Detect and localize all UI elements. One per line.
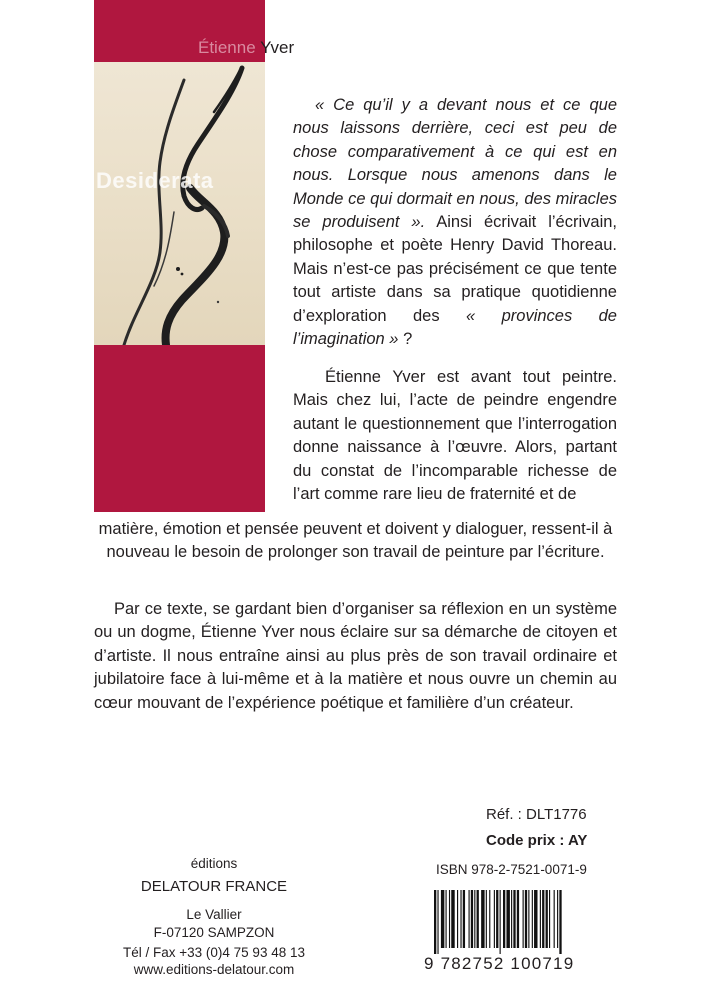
- ink-brush-figure: [94, 62, 265, 345]
- author-first-name: Étienne: [198, 38, 256, 57]
- barcode-bar: [489, 890, 490, 948]
- barcode-bar: [449, 890, 450, 948]
- publisher-label: éditions: [190, 856, 238, 871]
- barcode-bar: [557, 890, 558, 948]
- barcode-bar: [542, 890, 544, 948]
- reference-number: Réf. : DLT1776: [486, 806, 587, 823]
- barcode-bar: [486, 890, 487, 948]
- quote-provinces: « provinces de l’imagination »: [293, 306, 617, 349]
- barcode-bar: [481, 890, 484, 948]
- barcode-bar: [534, 890, 537, 948]
- barcode-bar: [463, 890, 465, 948]
- barcode-bar: [460, 890, 461, 948]
- quote-end: ?: [398, 330, 413, 349]
- barcode-bar: [434, 890, 436, 954]
- barcode-bar: [517, 890, 519, 948]
- barcode-bar: [525, 890, 527, 948]
- barcode-bar: [559, 890, 561, 954]
- paragraph-book-summary: Par ce texte, se gardant bien d’organiser sa réflexion en un système ou un dogme, Étienne Yver nous éclaire sur sa démarche de citoyen et d’artiste. Il nous entraîne ainsi au plus près de son travail ordinaire et jubilatoire face à lui-même et à la matière et nous ouvre un chemin au cœur mouvant de l’expérience poétique et familière d’un créateur.: [94, 600, 617, 712]
- paragraph-painter: Étienne Yver est avant tout peintre. Mais chez lui, l’acte de peindre engendre autant le questionnement que l’interrogation donne naissance à l’œuvre. Alors, partant du constat de l’incomparable richesse de l’art comme rare lieu de fraternité et de: [293, 368, 617, 504]
- publisher-address-line1: Le Vallier: [186, 907, 242, 922]
- barcode-bar: [500, 890, 501, 954]
- barcode-bar: [446, 890, 447, 948]
- paragraph-painter-continued: matière, émotion et pensée peuvent et doivent y dialoguer, ressent-il à nouveau le besoin de prolonger son travail de peinture par l’écriture.: [98, 520, 613, 562]
- barcode-bar: [474, 890, 475, 948]
- isbn-barcode: [424, 890, 620, 954]
- barcode-bar: [471, 890, 473, 948]
- barcode-digits: 9 782752 100719: [424, 954, 575, 973]
- barcode-bar: [441, 890, 444, 948]
- barcode-bar: [513, 890, 515, 948]
- quote-text: « Ce qu’il y a devant nous et ce que nous laissons derrière, ceci est peu de chose comparativement à ce qui est en nous. Lorsque nous amenons dans le Monde ce qui dormait en nous, des miracles se produisent ».: [293, 96, 617, 232]
- author-last-name: Yver: [260, 38, 295, 57]
- publisher-address-line2: F-07120 SAMPZON: [153, 925, 275, 940]
- barcode-bar: [549, 890, 550, 948]
- barcode-bar: [554, 890, 555, 948]
- barcode-bar: [532, 890, 533, 948]
- barcode-bar: [496, 890, 498, 948]
- publisher-name: DELATOUR FRANCE: [140, 878, 288, 895]
- barcode-bar: [546, 890, 548, 948]
- barcode-bar: [477, 890, 479, 948]
- cover-artwork: [94, 62, 265, 345]
- barcode-bar: [494, 890, 495, 948]
- barcode-bar: [528, 890, 529, 948]
- isbn-number: ISBN 978-2-7521-0071-9: [436, 862, 587, 877]
- quote-attribution: Ainsi écrivait l’écrivain, philosophe et poète Henry David Thoreau. Mais n’est-ce pas précisément ce que tente tout artiste dans sa pratique quotidienne d’exploration des: [293, 213, 617, 325]
- barcode-bar: [540, 890, 541, 948]
- barcode-bar: [469, 890, 470, 948]
- barcode-bar: [457, 890, 458, 948]
- barcode-bar: [511, 890, 512, 948]
- publisher-phone: Tél / Fax +33 (0)4 75 93 48 13: [123, 945, 305, 960]
- barcode-bar: [503, 890, 505, 948]
- barcode-bar: [437, 890, 438, 954]
- paragraph-thoreau-quote: [293, 94, 617, 351]
- barcode-bar: [506, 890, 509, 948]
- publisher-website: www.editions-delatour.com: [133, 962, 295, 977]
- barcode-bar: [523, 890, 524, 948]
- price-code: Code prix : AY: [486, 832, 588, 849]
- series-title: Desiderata: [96, 168, 214, 193]
- author-name: [198, 38, 294, 58]
- cover-band-bottom: [94, 345, 265, 512]
- barcode-bar: [451, 890, 454, 948]
